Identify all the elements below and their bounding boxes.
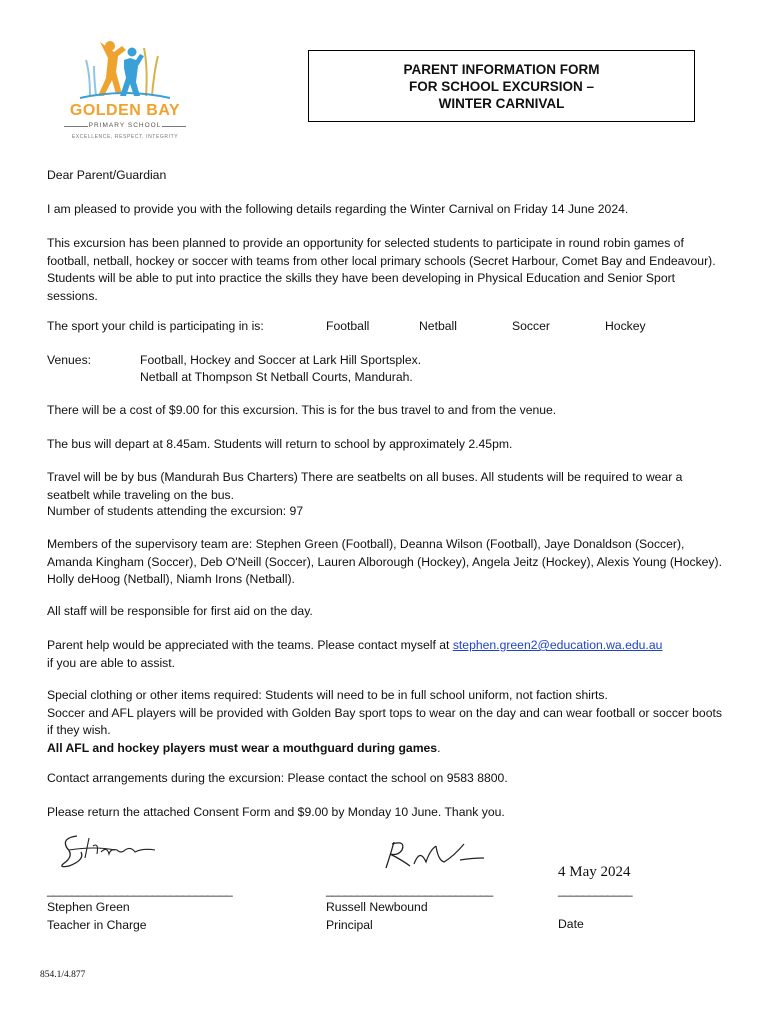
parent-help-text: Parent help would be appreciated with the teams. Please contact myself at <box>47 638 453 652</box>
date-label: Date <box>558 917 584 931</box>
email-link[interactable]: stephen.green2@education.wa.edu.au <box>452 638 663 652</box>
sport-selection <box>47 319 727 337</box>
parent-help-text-end: if you are able to assist. <box>47 655 176 670</box>
clothing-line-2: Soccer and AFL players will be provided with Golden Bay sport tops to wear on the day and can wear football or soccer boots if they wish. <box>47 705 722 737</box>
intro-paragraph: I am pleased to provide you with the following details regarding the Winter Carnival on Friday 14 June 2024. <box>47 202 629 216</box>
bus-times-paragraph: The bus will depart at 8.45am. Students will return to school by approximately 2.45pm. <box>47 437 513 451</box>
principal-name: Russell Newbound <box>326 900 428 914</box>
clothing-line-1: Special clothing or other items required: Students will need to be in full school uniform, not faction shirts. <box>47 688 608 702</box>
parent-help-paragraph <box>47 637 727 672</box>
signature-line-principal: ___________________________ <box>326 883 493 897</box>
supervisors-paragraph: Members of the supervisory team are: Stephen Green (Football), Deanna Wilson (Football), Jaye Donaldson (Soccer), Amanda Kingham (Soccer), Deb O'Neill (Soccer), Lauren Alborough (Hockey), Angela Jeitz (Hockey), Alexis Young (Hockey). Holly deHoog (Netball), Niamh Irons (Netball). <box>47 537 722 586</box>
logo-figures-icon <box>60 38 190 100</box>
form-title <box>308 50 695 122</box>
title-line-3: WINTER CARNIVAL <box>438 95 565 111</box>
sport-option-football[interactable]: Football <box>326 319 370 333</box>
travel-paragraph: Travel will be by bus (Mandurah Bus Charters) There are seatbelts on all buses. All students will be required to wear a seatbelt while traveling on the bus. <box>47 470 683 502</box>
school-subtitle: PRIMARY SCHOOL <box>88 122 162 129</box>
signature-line-teacher: ______________________________ <box>47 883 233 897</box>
divider <box>162 126 186 127</box>
contact-paragraph: Contact arrangements during the excursion: Please contact the school on 9583 8800. <box>47 771 508 785</box>
mouthguard-notice: All AFL and hockey players must wear a mouthguard during games <box>47 740 438 755</box>
signature-stephen-green <box>55 828 165 872</box>
date-written: 4 May 2024 <box>558 864 631 880</box>
teacher-role: Teacher in Charge <box>47 917 147 932</box>
principal-block <box>326 899 428 934</box>
purpose-paragraph: This excursion has been planned to provide an opportunity for selected students to participate in round robin games of football, netball, hockey or soccer with teams from other local primary schools (Secret Harbour, Comet Bay and Endeavour). Students will be able to put into practice the skills they have been developing in Physical Education and Senior Sport sessions. <box>47 236 716 303</box>
venues-label: Venues: <box>47 353 92 367</box>
venue-line-1: Football, Hockey and Soccer at Lark Hill Sportsplex. <box>140 353 422 367</box>
first-aid-paragraph: All staff will be responsible for first aid on the day. <box>47 604 313 618</box>
footer-code: 854.1/4.877 <box>40 970 86 980</box>
mouthguard-notice-end: . <box>437 740 441 755</box>
clothing-paragraph <box>47 687 727 757</box>
sport-option-netball[interactable]: Netball <box>419 319 457 333</box>
cost-paragraph: There will be a cost of $9.00 for this excursion. This is for the bus travel to and from the venue. <box>47 403 557 417</box>
greeting: Dear Parent/Guardian <box>47 168 167 182</box>
school-motto: EXCELLENCE, RESPECT, INTEGRITY <box>71 134 179 140</box>
title-line-2: FOR SCHOOL EXCURSION – <box>408 78 595 94</box>
sport-option-hockey[interactable]: Hockey <box>605 319 646 333</box>
return-paragraph: Please return the attached Consent Form and $9.00 by Monday 10 June. Thank you. <box>47 805 505 819</box>
venue-line-2: Netball at Thompson St Netball Courts, Mandurah. <box>140 370 413 384</box>
title-line-1: PARENT INFORMATION FORM <box>403 61 600 77</box>
sport-option-soccer[interactable]: Soccer <box>512 319 550 333</box>
school-name: GOLDEN BAY <box>69 102 181 119</box>
school-logo <box>60 38 190 148</box>
signature-line-date: ____________ <box>558 883 633 897</box>
sport-label: The sport your child is participating in is: <box>47 319 264 333</box>
signature-russell-newbound <box>380 836 490 872</box>
teacher-name: Stephen Green <box>47 900 130 914</box>
teacher-block <box>47 899 147 934</box>
principal-role: Principal <box>326 917 373 932</box>
students-count: Number of students attending the excursion: 97 <box>47 504 304 518</box>
